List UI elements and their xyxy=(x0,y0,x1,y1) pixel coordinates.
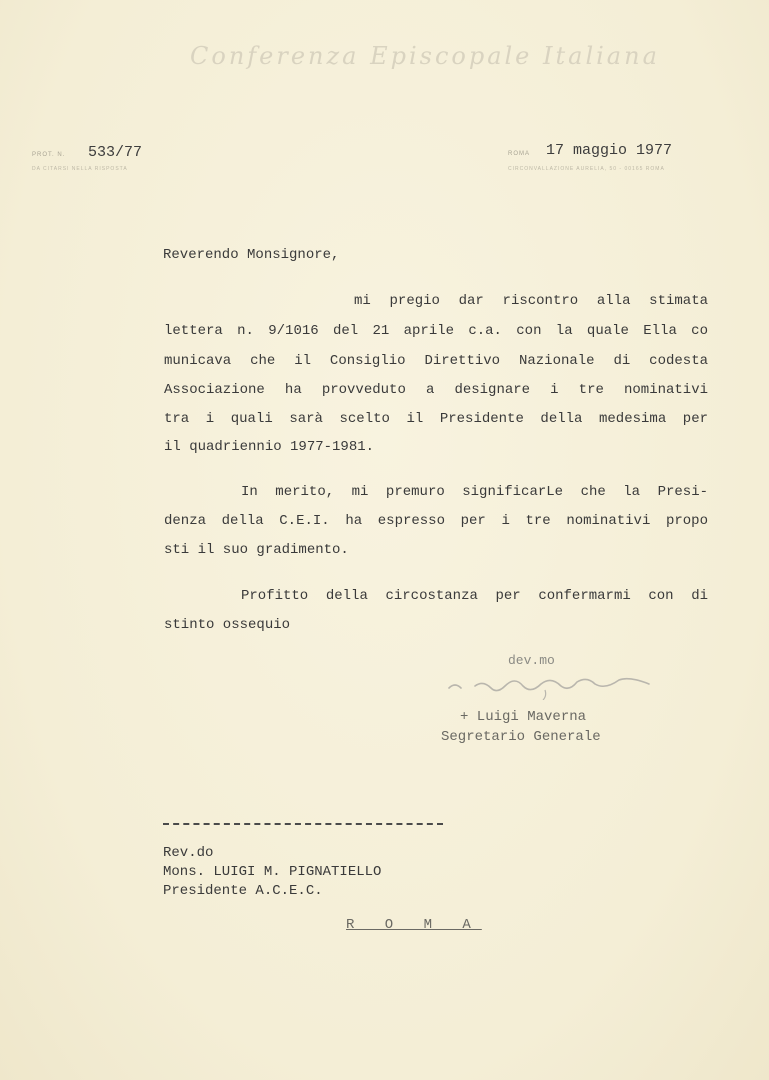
paragraph1-line5: tra i quali sarà scelto il Presidente della medesima per xyxy=(164,411,708,427)
recipient-line2: Mons. LUIGI M. PIGNATIELLO xyxy=(163,864,382,880)
protocol-number: 533/77 xyxy=(88,144,143,161)
paragraph3-line1: Profitto della circostanza per confermarmi con di xyxy=(241,588,708,604)
protocol-sub-label: DA CITARSI NELLA RISPOSTA xyxy=(32,166,128,172)
signer-title: Segretario Generale xyxy=(441,729,601,745)
paragraph1-line2: lettera n. 9/1016 del 21 aprile c.a. con la quale Ella co xyxy=(164,323,708,339)
letter-date: 17 maggio 1977 xyxy=(546,142,673,159)
protocol-label: PROT. N. xyxy=(32,152,66,158)
paragraph1-line1: mi pregio dar riscontro alla stimata xyxy=(354,293,708,309)
paragraph2-line2: denza della C.E.I. ha espresso per i tre nominativi propo xyxy=(164,513,708,529)
paragraph1-line4: Associazione ha provveduto a designare i tre nominativi xyxy=(164,382,708,398)
recipient-line1: Rev.do xyxy=(163,845,214,861)
city-label: ROMA xyxy=(508,151,530,157)
closing-devmo: dev.mo xyxy=(508,653,555,668)
handwritten-signature xyxy=(445,672,655,700)
paragraph2-line3: sti il suo gradimento. xyxy=(164,542,349,558)
recipient-city: R O M A xyxy=(346,917,482,933)
address-sub-label: CIRCONVALLAZIONE AURELIA, 50 - 00165 ROMA xyxy=(508,166,665,172)
paragraph1-line6: il quadriennio 1977-1981. xyxy=(164,439,375,455)
separator-rule xyxy=(163,823,443,825)
salutation: Reverendo Monsignore, xyxy=(163,247,340,263)
letterhead-watermark: Conferenza Episcopale Italiana xyxy=(190,42,660,70)
paragraph1-line3: municava che il Consiglio Direttivo Nazionale di codesta xyxy=(164,353,708,369)
signer-name: + Luigi Maverna xyxy=(460,709,587,725)
paragraph2-line1: In merito, mi premuro significarLe che la Presi- xyxy=(241,484,708,500)
paragraph3-line2: stinto ossequio xyxy=(164,617,291,633)
recipient-line3: Presidente A.C.E.C. xyxy=(163,883,323,899)
